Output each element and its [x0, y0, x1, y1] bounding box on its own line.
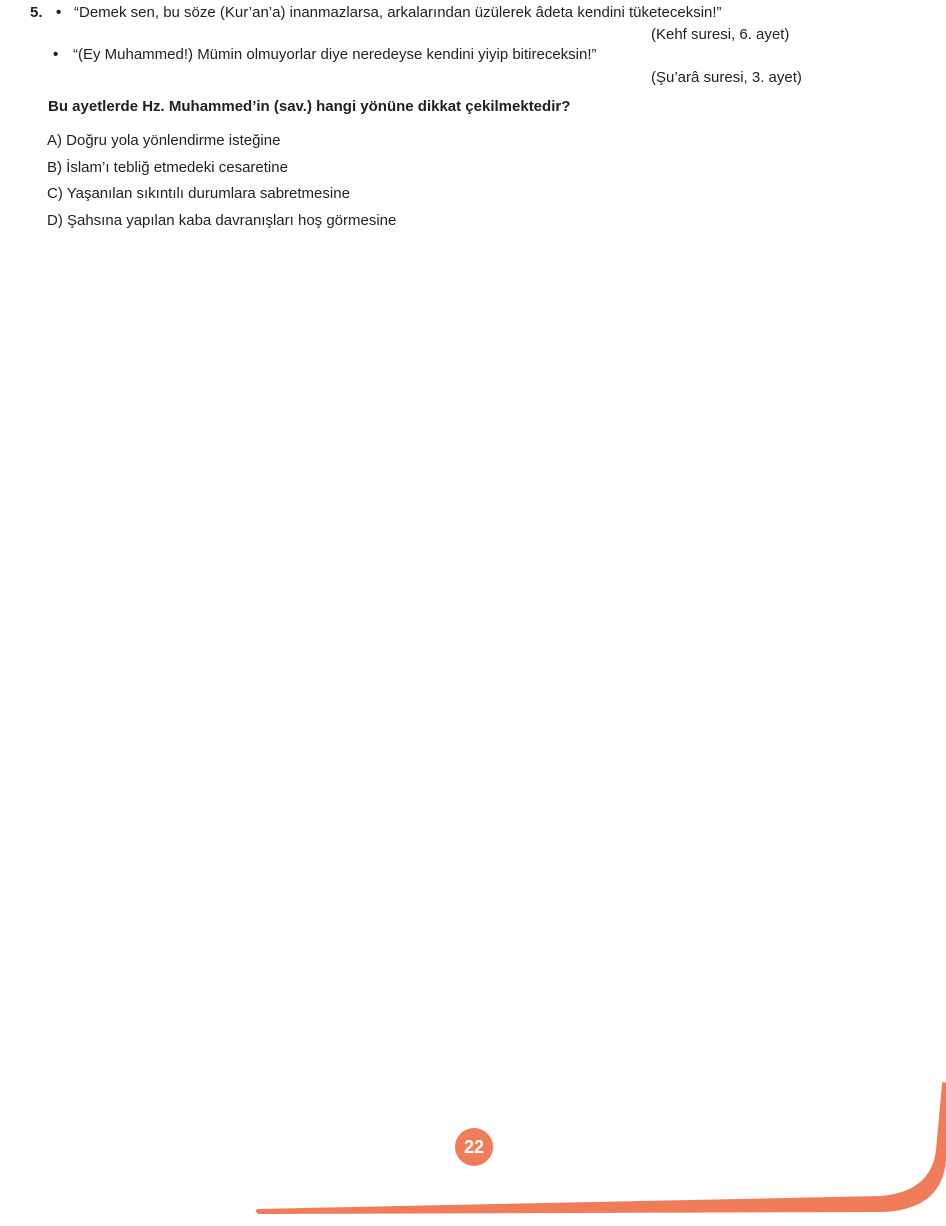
verse-2-text: “(Ey Muhammed!) Mümin olmuyorlar diye neredeyse kendini yiyip bitireceksin!” [73, 46, 597, 63]
verse-2-bullet: • [53, 46, 59, 63]
verse-2-source: (Şu’arâ suresi, 3. ayet) [651, 69, 802, 86]
verse-1-source: (Kehf suresi, 6. ayet) [651, 26, 790, 43]
verse-1-text: “Demek sen, bu söze (Kur’an’a) inanmazlarsa, arkalarından üzülerek âdeta kendini tüketeceksin!” [74, 4, 722, 21]
verse-1-bullet: • [56, 4, 62, 21]
question-prompt: Bu ayetlerde Hz. Muhammed’in (sav.) hangi yönüne dikkat çekilmektedir? [48, 98, 571, 115]
page-number-badge: 22 [455, 1128, 493, 1166]
option-b[interactable]: B) İslam’ı tebliğ etmedeki cesaretine [47, 158, 288, 176]
option-d[interactable]: D) Şahsına yapılan kaba davranışları hoş görmesine [47, 212, 397, 230]
option-c[interactable]: C) Yaşanılan sıkıntılı durumlara sabretmesine [47, 185, 350, 203]
option-a[interactable]: A) Doğru yola yönlendirme isteğine [47, 132, 281, 149]
question-number: 5. [30, 4, 43, 21]
